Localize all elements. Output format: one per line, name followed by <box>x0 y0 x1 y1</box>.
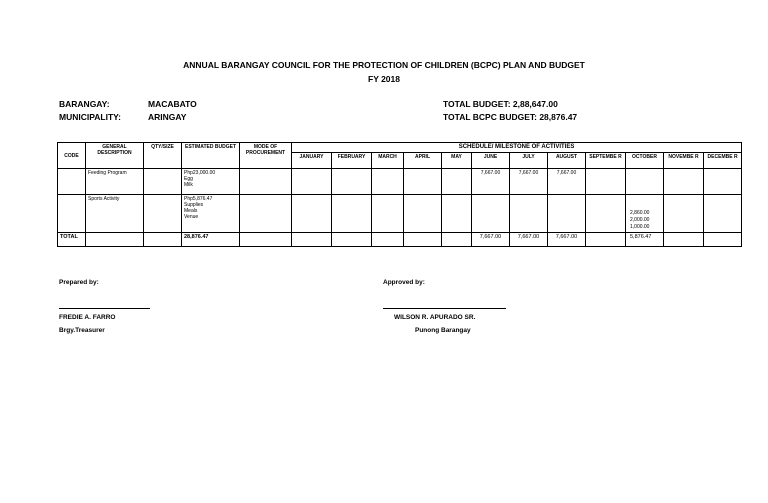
month-april: APRIL <box>404 153 442 169</box>
budget-line: Meals <box>184 208 198 214</box>
month-july: JULY <box>510 153 548 169</box>
municipality-label: MUNICIPALITY: <box>59 112 122 122</box>
cell-august <box>548 195 586 233</box>
document-title: ANNUAL BARANGAY COUNCIL FOR THE PROTECTION OF CHILDREN (BCPC) PLAN AND BUDGET <box>183 60 585 70</box>
total-bcpc-budget: TOTAL BCPC BUDGET: 28,876.47 <box>443 112 578 122</box>
october-line: 2,860.00 <box>630 210 650 216</box>
total-august: 7,667.00 <box>548 233 586 247</box>
october-line: 2,000.00 <box>630 217 650 223</box>
row-qty <box>144 195 182 233</box>
cell-july: 7,667.00 <box>510 169 548 195</box>
month-november: NOVEMBE R <box>664 153 704 169</box>
month-may: MAY <box>442 153 472 169</box>
cell-june: 7,667.00 <box>472 169 510 195</box>
row-qty <box>144 169 182 195</box>
row-code <box>58 195 86 233</box>
total-label: TOTAL <box>58 233 86 247</box>
row-description: Feeding Program <box>86 169 144 195</box>
approved-position: Punong Barangay <box>415 327 471 334</box>
budget-line: Php5,876.47 <box>184 196 213 202</box>
cell-august: 7,667.00 <box>548 169 586 195</box>
approved-by-label: Approved by: <box>383 279 425 286</box>
total-july: 7,667.00 <box>510 233 548 247</box>
row-mode <box>240 195 292 233</box>
budget-line: Php23,000.00 <box>184 170 216 176</box>
row-description: Sports Activity <box>86 195 144 233</box>
table-row <box>58 195 742 233</box>
header-estimated-budget: ESTIMATED BUDGET <box>182 143 240 169</box>
total-row <box>58 233 742 247</box>
header-schedule: SCHEDULE/ MILESTONE OF ACTIVITIES <box>292 143 742 153</box>
row-mode <box>240 169 292 195</box>
prepared-by-label: Prepared by: <box>59 279 99 286</box>
row-budget <box>182 195 240 233</box>
month-october: OCTOBER <box>626 153 664 169</box>
row-budget <box>182 169 240 195</box>
month-february: FEBRUARY <box>332 153 372 169</box>
budget-line: Egg <box>184 176 193 182</box>
budget-line: Supplies <box>184 202 204 208</box>
month-june: JUNE <box>472 153 510 169</box>
approved-signature-line <box>383 308 506 309</box>
total-budget: TOTAL BUDGET: 2,88,647.00 <box>443 99 558 109</box>
october-line: 1,000.00 <box>630 224 650 230</box>
month-january: JANUARY <box>292 153 332 169</box>
approved-name: WILSON R. APURADO SR. <box>394 314 476 321</box>
budget-line: Milk <box>184 182 193 188</box>
total-october: 5,876.47 <box>626 233 664 247</box>
row-code <box>58 169 86 195</box>
cell-june <box>472 195 510 233</box>
municipality-value: ARINGAY <box>148 112 187 122</box>
month-august: AUGUST <box>548 153 586 169</box>
month-september: SEPTEMBE R <box>586 153 626 169</box>
barangay-value: MACABATO <box>148 99 197 109</box>
month-december: DECEMBE R <box>704 153 742 169</box>
prepared-name: FREDIE A. FARRO <box>59 314 116 321</box>
cell-october <box>626 195 664 233</box>
fiscal-year: FY 2018 <box>368 74 400 84</box>
month-march: MARCH <box>372 153 404 169</box>
total-june: 7,667.00 <box>472 233 510 247</box>
header-code: CODE <box>58 143 86 169</box>
table-row <box>58 169 742 195</box>
prepared-signature-line <box>59 308 150 309</box>
cell-july <box>510 195 548 233</box>
header-qty-size: QTY/SIZE <box>144 143 182 169</box>
prepared-position: Brgy.Treasurer <box>59 327 105 334</box>
barangay-label: BARANGAY: <box>59 99 110 109</box>
total-budget-cell: 28,876.47 <box>182 233 240 247</box>
budget-line: Venue <box>184 214 199 220</box>
budget-table <box>57 142 742 247</box>
header-general-description: GENERAL DESCRIPTION <box>86 143 144 169</box>
header-mode-of-procurement: MODE OF PROCUREMENT <box>240 143 292 169</box>
